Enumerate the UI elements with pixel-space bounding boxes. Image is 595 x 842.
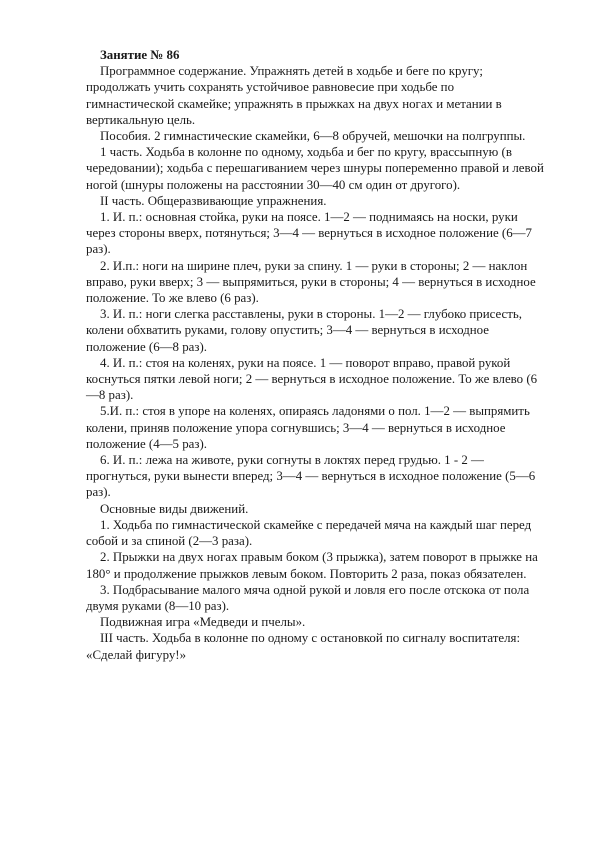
exercise-3-paragraph: 3. И. п.: ноги слегка расставлены, руки в стороны. 1—2 — глубоко присесть, колени обхватить руками, голову опустить; 3—4 — вернуться в исходное положение (6—8 раз).: [86, 307, 522, 354]
movement-1-paragraph: 1. Ходьба по гимнастической скамейке с передачей мяча на каждый шаг перед собой и за спиной (2—3 раза).: [86, 517, 532, 549]
exercise-6-paragraph: 6. И. п.: лежа на животе, руки согнуты в локтях перед грудью. 1 - 2 — прогнуться, руки вынести вперед; 3—4 — вернуться в исходное положение (5—6 раз).: [86, 453, 536, 500]
outdoor-game-paragraph: Подвижная игра «Медведи и пчелы».: [100, 615, 306, 630]
movement-3-paragraph: 3. Подбрасывание малого мяча одной рукой и ловля его после отскока от пола двумя руками (8—10 раз).: [86, 582, 530, 613]
exercise-1-paragraph: 1. И. п.: основная стойка, руки на поясе. 1—2 — поднимаясь на носки, руки через стороны вверх, потянуться; 3—4 — вернуться в исходное положение (6—7 раз).: [86, 210, 532, 257]
part-two-heading: II часть. Общеразвивающие упражнения.: [100, 193, 327, 208]
equipment-paragraph: Пособия. 2 гимнастические скамейки, 6—8 обручей, мешочки на полгруппы.: [100, 129, 526, 144]
exercise-5-paragraph: 5.И. п.: стоя в упоре на коленях, опираясь ладонями о пол. 1—2 — выпрямить колени, приняв положение упора согнувшись; 3—4 — вернуться в исходное положение (4—5 раз).: [86, 404, 530, 451]
document-page: [86, 47, 544, 663]
exercise-4-paragraph: 4. И. п.: стоя на коленях, руки на поясе. 1 — поворот вправо, правой рукой коснуться пятки левой ноги; 2 — вернуться в исходное положение. То же влево (6—8 раз).: [86, 355, 538, 403]
movement-2-paragraph: 2. Прыжки на двух ногах правым боком (3 прыжка), затем поворот в прыжке на 180° и продолжение прыжков левым боком. Повторить 2 раза, показ обязателен.: [86, 550, 538, 581]
lesson-title: Занятие № 86: [100, 48, 180, 62]
main-movements-heading: Основные виды движений.: [100, 501, 249, 516]
part-three-paragraph: III часть. Ходьба в колонне по одному с остановкой по сигналу воспитателя: «Сделай фигуру!»: [86, 631, 521, 662]
program-content-paragraph: Программное содержание. Упражнять детей в ходьбе и беге по кругу; продолжать учить сохранять устойчивое равновесие при ходьбе по гимнастической скамейке; упражнять в прыжках на двух ногах и метании в вертикальную цель.: [86, 64, 502, 127]
part-one-paragraph: 1 часть. Ходьба в колонне по одному, ходьба и бег по кругу, врассыпную (в чередовании); ходьба с перешагиванием через шнуры попеременно правой и левой ногой (шнуры положены на расстоянии 30—40 см один от другого).: [86, 145, 544, 192]
exercise-2-paragraph: 2. И.п.: ноги на ширине плеч, руки за спину. 1 — руки в стороны; 2 — наклон вправо, руки вверх; 3 — выпрямиться, руки в стороны; 4 — вернуться в исходное положение. То же влево (6 раз).: [86, 258, 536, 306]
